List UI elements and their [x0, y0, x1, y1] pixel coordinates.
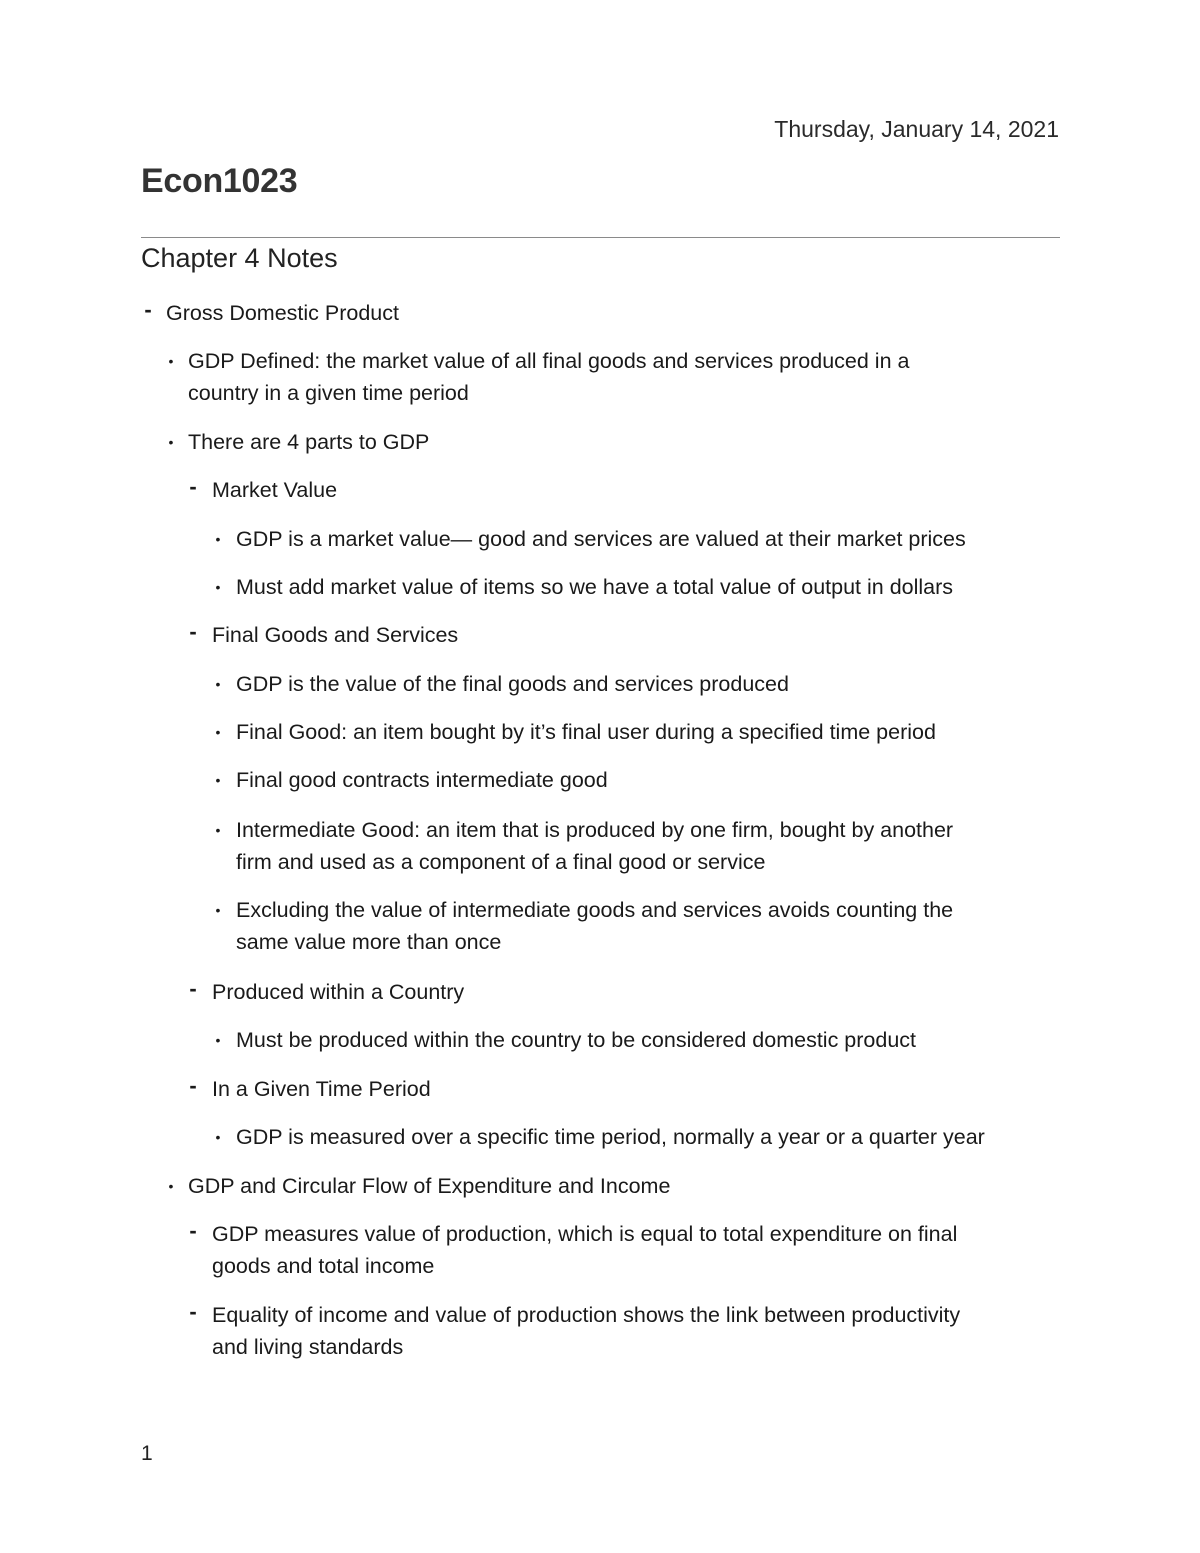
- outline-item-text: [236, 1121, 985, 1153]
- bullet-marker: •: [168, 1178, 174, 1194]
- bullet-marker: •: [215, 1032, 221, 1048]
- outline-item-text: [166, 297, 399, 329]
- outline-item-text: [236, 668, 789, 700]
- bullet-marker: •: [215, 531, 221, 547]
- dash-marker: -: [189, 976, 197, 1001]
- outline-item: [186, 1218, 957, 1282]
- dash-marker: -: [189, 619, 197, 644]
- bullet-marker: •: [215, 724, 221, 740]
- outline-text-line: Final Goods and Services: [212, 623, 459, 647]
- outline-text-line: In a Given Time Period: [212, 1077, 431, 1101]
- outline-item: [211, 894, 953, 958]
- outline-text-line: Produced within a Country: [212, 980, 465, 1004]
- outline-item-text: [212, 976, 464, 1008]
- outline-text-line: same value more than once: [236, 930, 502, 954]
- outline-text-line: firm and used as a component of a final good or service: [236, 850, 766, 874]
- outline-text-line: GDP Defined: the market value of all final goods and services produced in a: [188, 349, 910, 373]
- outline-item: [211, 668, 789, 700]
- outline-item: [141, 297, 399, 329]
- outline-text-line: GDP and Circular Flow of Expenditure and Income: [188, 1174, 671, 1198]
- outline-text-line: goods and total income: [212, 1254, 435, 1278]
- outline-item: [164, 426, 429, 458]
- bullet-marker: •: [215, 579, 221, 595]
- outline-text-line: There are 4 parts to GDP: [188, 430, 430, 454]
- bullet-marker: •: [168, 353, 174, 369]
- outline-item-text: [236, 523, 966, 555]
- outline-text-line: Gross Domestic Product: [166, 301, 399, 325]
- outline-text-line: and living standards: [212, 1335, 404, 1359]
- outline-text-line: GDP is measured over a specific time period, normally a year or a quarter year: [236, 1125, 985, 1149]
- outline-item: [211, 523, 966, 555]
- dash-marker: -: [144, 297, 152, 322]
- outline-item-text: [212, 1299, 960, 1363]
- section-title: Chapter 4 Notes: [141, 243, 338, 273]
- outline-item-text: [236, 571, 953, 603]
- outline-text-line: GDP is the value of the final goods and services produced: [236, 672, 789, 696]
- bullet-marker: •: [215, 676, 221, 692]
- outline-item-text: [188, 345, 909, 409]
- title-divider: [141, 237, 1060, 238]
- outline-text-line: Final good contracts intermediate good: [236, 768, 608, 792]
- outline-item-text: [236, 894, 953, 958]
- outline-item: [211, 814, 953, 878]
- outline-item: [211, 1121, 985, 1153]
- outline-item-text: [212, 619, 458, 651]
- outline-item-text: [236, 814, 953, 878]
- outline-item: [186, 474, 337, 506]
- outline-item-text: [236, 1024, 916, 1056]
- outline-text-line: Must be produced within the country to be considered domestic product: [236, 1028, 917, 1052]
- outline-text-line: GDP is a market value— good and services are valued at their market prices: [236, 527, 966, 551]
- bullet-marker: •: [215, 822, 221, 838]
- outline-text-line: Excluding the value of intermediate goods and services avoids counting the: [236, 898, 954, 922]
- document-date: Thursday, January 14, 2021: [774, 116, 1059, 142]
- outline-item: [164, 345, 909, 409]
- bullet-marker: •: [215, 1129, 221, 1145]
- page-number: 1: [141, 1442, 153, 1465]
- outline-item: [186, 1073, 431, 1105]
- outline-item: [186, 1299, 960, 1363]
- outline-item: [211, 764, 608, 796]
- outline-text-line: Final Good: an item bought by it’s final user during a specified time period: [236, 720, 936, 744]
- document-title: Econ1023: [141, 162, 298, 200]
- outline-item-text: [188, 426, 429, 458]
- outline-item-text: [188, 1170, 670, 1202]
- dash-marker: -: [189, 1218, 197, 1243]
- outline-item: [211, 1024, 916, 1056]
- outline-item-text: [212, 1073, 431, 1105]
- outline-item: [211, 716, 936, 748]
- outline-text-line: Must add market value of items so we have a total value of output in dollars: [236, 575, 954, 599]
- outline-item: [211, 571, 953, 603]
- outline-text-line: country in a given time period: [188, 381, 469, 405]
- dash-marker: -: [189, 1073, 197, 1098]
- outline-item-text: [236, 764, 608, 796]
- outline-text-line: Equality of income and value of production shows the link between productivity: [212, 1303, 961, 1327]
- outline-item: [186, 619, 458, 651]
- dash-marker: -: [189, 1299, 197, 1324]
- outline-text-line: GDP measures value of production, which is equal to total expenditure on final: [212, 1222, 958, 1246]
- outline-text-line: Intermediate Good: an item that is produced by one firm, bought by another: [236, 818, 954, 842]
- outline-item-text: [212, 1218, 957, 1282]
- outline-item-text: [236, 716, 936, 748]
- outline-item: [186, 976, 464, 1008]
- outline-item-text: [212, 474, 337, 506]
- bullet-marker: •: [215, 772, 221, 788]
- bullet-marker: •: [215, 902, 221, 918]
- bullet-marker: •: [168, 434, 174, 450]
- dash-marker: -: [189, 474, 197, 499]
- outline-text-line: Market Value: [212, 478, 338, 502]
- outline-item: [164, 1170, 670, 1202]
